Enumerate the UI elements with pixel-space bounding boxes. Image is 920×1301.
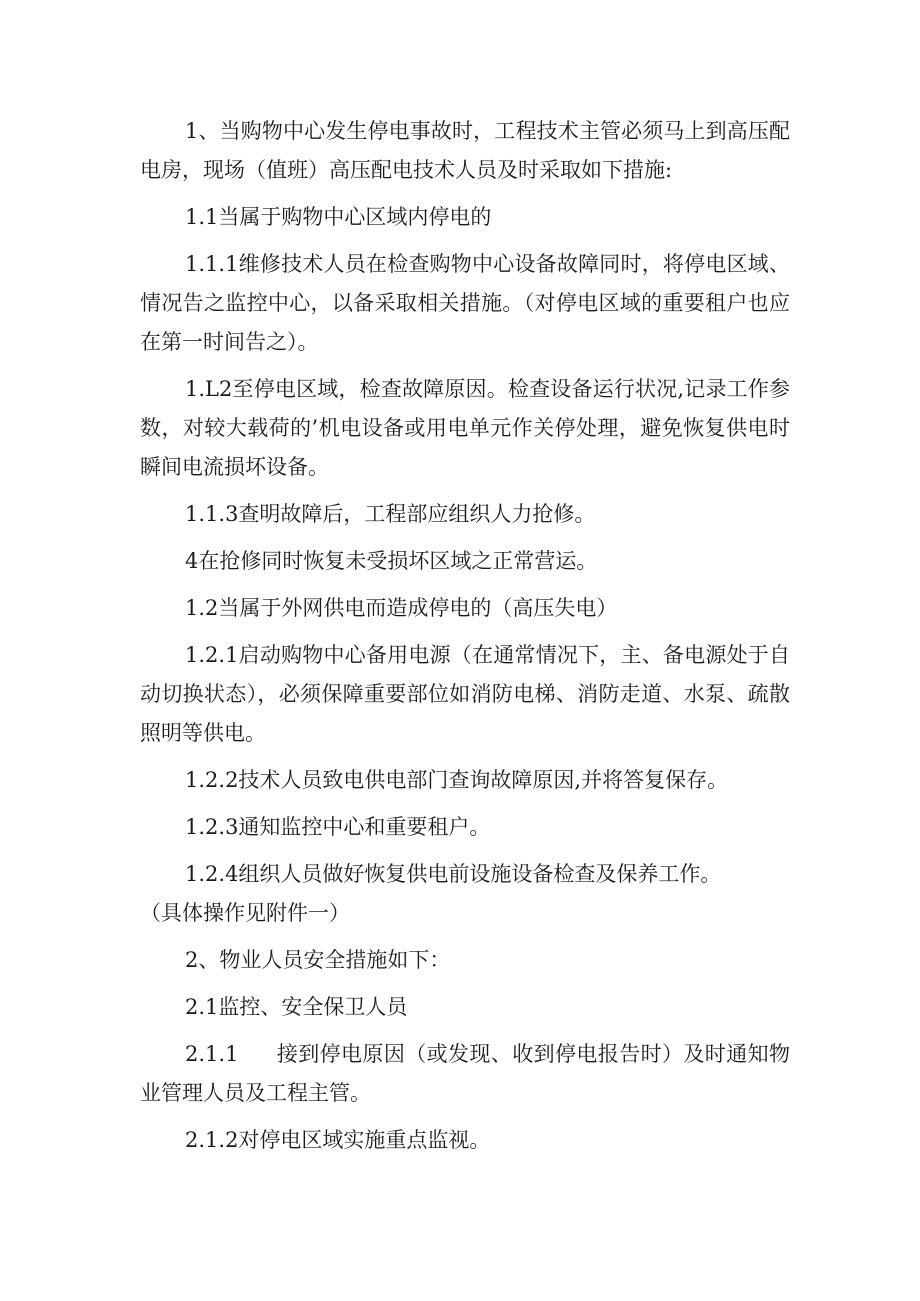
paragraph-1-2: 1.2当属于外网供电而造成停电的（高压失电） bbox=[185, 596, 618, 620]
paragraph-1-1-1: 1.1.1维修技术人员在检查购物中心设备故障同时，将停电区域、情况告之监控中心，以备采取相关措施。（对停电区域的重要租户也应在第一时间告之）。 bbox=[140, 252, 790, 354]
paragraph-1: 1、当购物中心发生停电事故时，工程技术主管必须马上到高压配电房，现场（值班）高压配电技术人员及时采取如下措施: bbox=[140, 119, 790, 182]
paragraph-1-2-3: 1.2.3通知监控中心和重要租户。 bbox=[185, 815, 491, 839]
paragraph-2: 2、物业人员安全措施如下： bbox=[185, 948, 451, 972]
paragraph-1-1: 1.1当属于购物中心区域内停电的 bbox=[185, 205, 492, 229]
paragraph-1-2-4: 1.2.4组织人员做好恢复供电前设施设备检查及保养工作。 bbox=[185, 862, 722, 886]
paragraph-1-1-3: 1.1.3查明故障后，工程部应组织人力抢修。 bbox=[185, 502, 596, 526]
paragraph-4: 4在抢修同时恢复未受损坏区域之正常营运。 bbox=[185, 549, 598, 573]
document-body bbox=[140, 112, 790, 1168]
paragraph-2-1-1 bbox=[140, 1035, 790, 1113]
paragraph-2-1-1-text: 接到停电原因（或发现、收到停电报告时）及时通知物业管理人员及工程主管。 bbox=[140, 1042, 790, 1105]
paragraph-2-1-1-number: 2.1.1 bbox=[185, 1042, 239, 1066]
paragraph-1-2-1: 1.2.1启动购物中心备用电源（在通常情况下，主、备电源处于自动切换状态），必须保障重要部位如消防电梯、消防走道、水泵、疏散照明等供电。 bbox=[140, 643, 790, 745]
paragraph-2-1-2: 2.1.2对停电区域实施重点监视。 bbox=[185, 1128, 491, 1152]
paragraph-1-1-2: 1.L2至停电区域，检查故障原因。检查设备运行状况,记录工作参数，对较大载荷的’机电设备或用电单元作关停处理，避免恢复供电时瞬间电流损坏设备。 bbox=[140, 377, 790, 479]
paragraph-2-1: 2.1监控、安全保卫人员 bbox=[185, 995, 408, 1019]
paragraph-appendix-note: （具体操作见附件一） bbox=[140, 901, 350, 925]
paragraph-1-2-2: 1.2.2技术人员致电供电部门查询故障原因,并将答复保存。 bbox=[185, 768, 729, 792]
